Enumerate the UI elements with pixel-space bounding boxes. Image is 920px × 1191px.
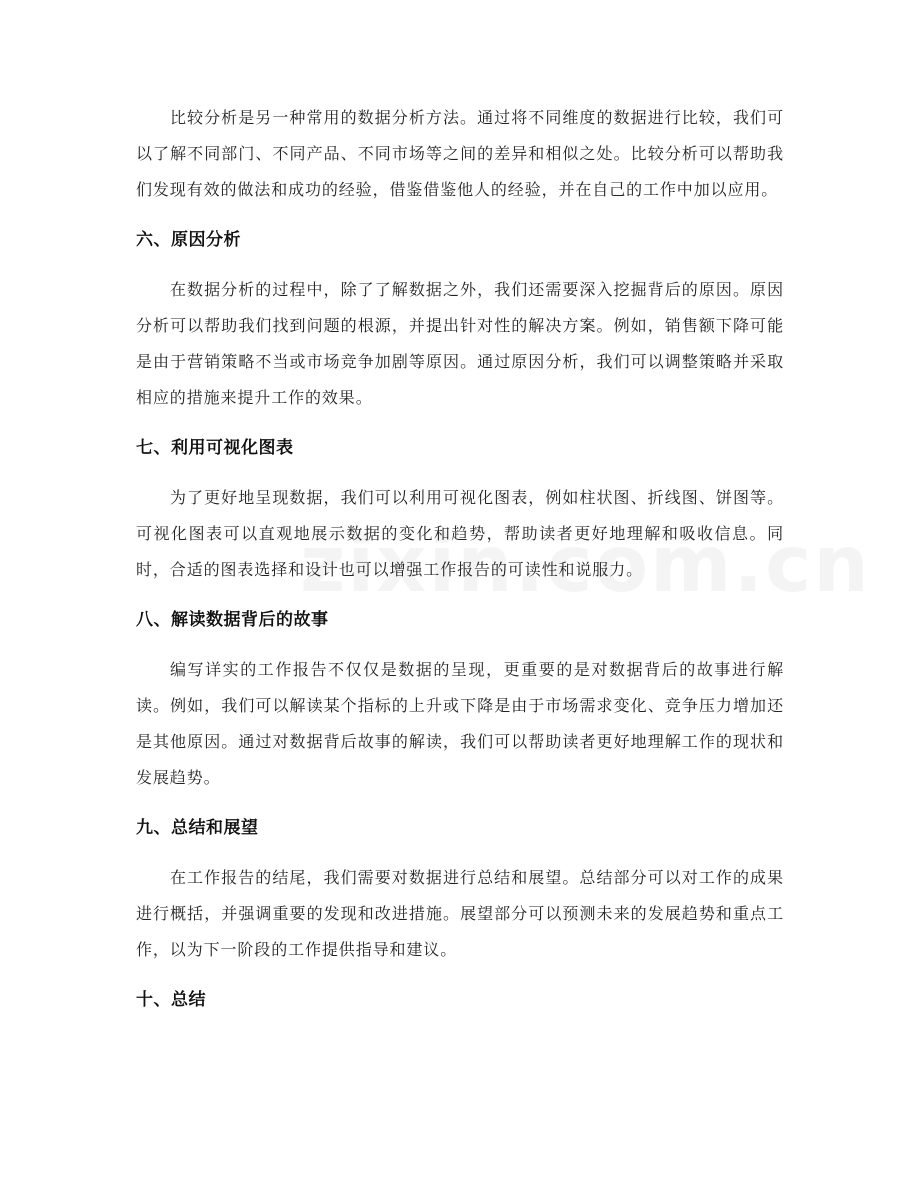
section-paragraph: 在工作报告的结尾，我们需要对数据进行总结和展望。总结部分可以对工作的成果进行概括，并强调重要的发现和改进措施。展望部分可以预测未来的发展趋势和重点工作，以为下一阶段的工作提供指导和建议。 [136, 868, 784, 959]
section-heading: 七、利用可视化图表 [136, 438, 294, 458]
section-heading: 十、总结 [136, 990, 206, 1010]
section-paragraph: 为了更好地呈现数据，我们可以利用可视化图表，例如柱状图、折线图、饼图等。可视化图表可以直观地展示数据的变化和趋势，帮助读者更好地理解和吸收信息。同时，合适的图表选择和设计也可以增强工作报告的可读性和说服力。 [136, 488, 784, 579]
document-body [136, 100, 784, 1032]
section-paragraph: 编写详实的工作报告不仅仅是数据的呈现，更重要的是对数据背后的故事进行解读。例如，我们可以解读某个指标的上升或下降是由于市场需求变化、竞争压力增加还是其他原因。通过对数据背后故事的解读，我们可以帮助读者更好地理解工作的现状和发展趋势。 [136, 660, 784, 787]
section-6 [136, 222, 784, 416]
section-heading: 六、原因分析 [136, 230, 241, 250]
section-10 [136, 982, 784, 1018]
section-heading: 九、总结和展望 [136, 818, 259, 838]
section-paragraph: 在数据分析的过程中，除了了解数据之外，我们还需要深入挖掘背后的原因。原因分析可以帮助我们找到问题的根源，并提出针对性的解决方案。例如，销售额下降可能是由于营销策略不当或市场竞争加剧等原因。通过原因分析，我们可以调整策略并采取相应的措施来提升工作的效果。 [136, 280, 784, 407]
intro-paragraph: 比较分析是另一种常用的数据分析方法。通过将不同维度的数据进行比较，我们可以了解不同部门、不同产品、不同市场等之间的差异和相似之处。比较分析可以帮助我们发现有效的做法和成功的经验，借鉴借鉴他人的经验，并在自己的工作中加以应用。 [136, 108, 784, 199]
section-heading: 八、解读数据背后的故事 [136, 610, 329, 630]
section-8 [136, 602, 784, 796]
section-7 [136, 430, 784, 588]
section-9 [136, 810, 784, 968]
